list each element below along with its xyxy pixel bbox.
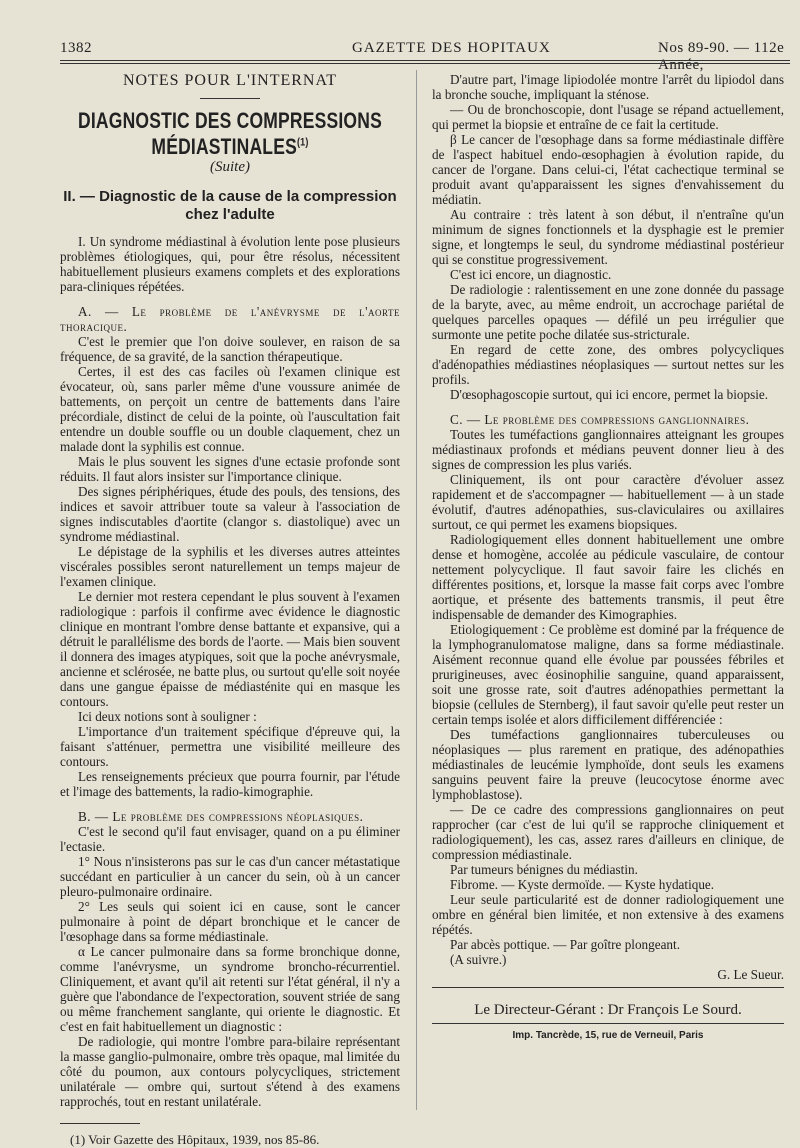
- paragraph: Par abcès pottique. — Par goître plongeant.: [450, 937, 680, 952]
- paragraph: En regard de cette zone, des ombres polycycliques d'adénopathies médiastines néoplasiques — surtout nettes sur les profils.: [432, 342, 784, 387]
- director-rule: [432, 987, 784, 988]
- paragraph: Fibrome. — Kyste dermoïde. — Kyste hydatique.: [450, 877, 715, 892]
- section-subtitle: [60, 188, 400, 224]
- paragraph: L'importance d'un traitement spécifique d'épreuve qui, la faisant s'atténuer, permettra une visibilité meilleure des contours.: [60, 724, 400, 769]
- header-rule-2: [60, 63, 790, 64]
- issue-label: Nos 89-90. — 112e Année,: [658, 40, 785, 73]
- title-footnote-mark: (1): [296, 135, 309, 148]
- article-title: [60, 108, 400, 161]
- paragraph: Etiologiquement : Ce problème est dominé par la fréquence de la lymphogranulomatose maligne, dans sa forme médiastinale. Aisément reconnue quand elle évolue par poussées fébriles et prurigineuses, avec éosinophilie sanguine, quand apparaissent, soit une grosse rate, soit d'autres adénopathies permettant la biopsie (cellules de Sternberg), il faut savoir qu'elle peut rester un certain temps isolée et alors difficilement différenciée :: [432, 622, 784, 727]
- paragraph: Leur seule particularité est de donner radiologiquement une ombre en général bien limitée, et non extensive à des examens répétés.: [432, 892, 784, 937]
- footnote-rule: [60, 1123, 140, 1124]
- paragraph: β Le cancer de l'œsophage dans sa forme médiastinale diffère de l'aspect habituel endo-œsophagien à évolution rapide, du cancer de l'organe. Dans celui-ci, l'état cachectique terminal se produit avant qu'apparaissent les signes d'envahissement du médiatin.: [432, 132, 784, 207]
- paragraph: Des tuméfactions ganglionnaires tuberculeuses ou néoplasiques — plus rarement en pratique, des adénopathies médiastinales de leucémie lymphoïde, dont seuls les examens sanguins peuvent faire la preuve (leucocytose énorme avec lymphoblastose).: [432, 727, 784, 802]
- paragraph: De radiologie : ralentissement en une zone donnée du passage de la baryte, avec, au même endroit, un accrochage pariétal de quelques parcelles opaques — défilé un peu irrégulier que surmonte une petite poche dilatée sus-stricturale.: [432, 282, 784, 342]
- section-heading-a: A. — Le problème de l'anévrysme de l'aorte thoracique.: [60, 304, 400, 334]
- subtitle-line-1: II. — Diagnostic de la cause de la compression: [63, 188, 397, 205]
- director-line: Le Directeur-Gérant : Dr François Le Sourd.: [474, 1002, 742, 1018]
- paragraph: Les renseignements précieux que pourra fournir, par l'étude et l'image des battements, la radio-kimographie.: [60, 769, 400, 799]
- author-signature: G. Le Sueur.: [717, 967, 784, 982]
- paragraph: 1° Nous n'insisterons pas sur le cas d'un cancer métastatique succédant en particulier à un cancer du sein, où à un cancer pleuro-pulmonaire ordinaire.: [60, 854, 400, 899]
- paragraph: Certes, il est des cas faciles où l'examen clinique est évocateur, où, sans parler même d'une voussure animée de battements, on perçoit un centre de battements dans l'aire précordiale, distinct de celui de la pointe, où l'auscultation fait entendre un double souffle ou un double claquement, chez un malade dont la syphilis est connue.: [60, 364, 400, 454]
- paragraph: C'est le premier que l'on doive soulever, en raison de sa fréquence, de sa gravité, de la sanction thérapeutique.: [60, 334, 400, 364]
- imprint-line: Imp. Tancrède, 15, rue de Verneuil, Paris: [512, 1030, 704, 1041]
- page-header: [60, 38, 790, 73]
- paragraph: Cliniquement, ils ont pour caractère d'évoluer assez rapidement et de s'accompagner — habituellement — à un stade évolutif, d'autres adénopathies, sus-claviculaires ou axillaires surtout, ce qui permet les examens biopsiques.: [432, 472, 784, 532]
- article-title-text: DIAGNOSTIC DES COMPRESSIONS MÉDIASTINALES: [78, 107, 382, 159]
- paragraph: Mais le plus souvent les signes d'une ectasie profonde sont réduits. Il faut alors insister sur l'importance clinique.: [60, 454, 400, 484]
- paragraph: Par tumeurs bénignes du médiastin.: [450, 862, 638, 877]
- paragraph: α Le cancer pulmonaire dans sa forme bronchique donne, comme l'anévrysme, un syndrome broncho-récurrentiel. Cliniquement, et avant qu'il ait retenti sur l'état général, il n'y a guère que l'abondance de l'expectoration, souvent striée de sang ou même franchement sanglante, qui oriente le diagnostic. Et c'est en fait habituellement un diagnostic :: [60, 944, 400, 1034]
- paragraph: Radiologiquement elles donnent habituellement une ombre dense et homogène, accolée au pédicule vasculaire, de contour nettement polycyclique. Il faut savoir faire les clichés en différentes positions, et, lorsque la masse fait corps avec l'ombre aortique, et présente des battements transmis, il peut être indispensable de demander des Kimographies.: [432, 532, 784, 622]
- section-heading-b: B. — Le problème des compressions néoplasiques.: [78, 809, 364, 824]
- paragraph: Le dépistage de la syphilis et les diverses autres atteintes viscérales possibles seront naturellement un temps majeur de l'examen clinique.: [60, 544, 400, 589]
- paragraph: Le dernier mot restera cependant le plus souvent à l'examen radiologique : parfois il confirme avec évidence le diagnostic clinique en montrant l'ombre dense battante et expansive, qui a détruit le parallélisme des bords de l'aorte. — Mais bien souvent il donnera des images atypiques, soit que la poche anévrysmale, ancienne et sclérosée, ne batte plus, ou surtout qu'elle soit noyée dans une gangue épaisse de médiasténite qui en masque les contours.: [60, 589, 400, 709]
- column-divider: [416, 70, 417, 1110]
- footnote: (1) Voir Gazette des Hôpitaux, 1939, nos 85-86.: [70, 1132, 320, 1147]
- paragraph: D'œsophagoscopie surtout, qui ici encore, permet la biopsie.: [450, 387, 769, 402]
- director-rule-2: [432, 1023, 784, 1024]
- paragraph: Toutes les tuméfactions ganglionnaires atteignant les groupes médiastinaux profonds et médians peuvent donner lieu à des signes de compression les plus variés.: [432, 427, 784, 472]
- rubric-rule: [200, 98, 260, 99]
- paragraph: — De ce cadre des compressions ganglionnaires on peut rapprocher (car c'est de lui qu'il se rapproche cliniquement et radiologiquement), les cas, assez rares d'ailleurs en clinique, de compression médiastinale.: [432, 802, 784, 862]
- paragraph: D'autre part, l'image lipiodolée montre l'arrêt du lipiodol dans la bronche souche, impliquant la sténose.: [432, 72, 784, 102]
- paragraph: C'est le second qu'il faut envisager, quand on a pu éliminer l'ectasie.: [60, 824, 400, 854]
- page-number: 1382: [60, 40, 92, 56]
- paragraph: C'est ici encore, un diagnostic.: [450, 267, 612, 282]
- header-rule: [60, 60, 790, 61]
- left-column: [60, 72, 400, 1147]
- subtitle-line-2: chez l'adulte: [185, 206, 275, 223]
- paragraph: Des signes périphériques, étude des pouls, des tensions, des indices et savoir attribuer toute sa valeur à l'association de signes indiscutables d'aortite (clangor s. diastolique) avec un syndrome médiastinal.: [60, 484, 400, 544]
- paragraph: Ici deux notions sont à souligner :: [78, 709, 257, 724]
- right-column: [432, 72, 784, 1041]
- section-heading-c: C. — Le problème des compressions ganglionnaires.: [450, 412, 750, 427]
- paragraph: 2° Les seuls qui soient ici en cause, sont le cancer pulmonaire à point de départ bronchique et le cancer de l'œsophage dans sa forme médiastinale.: [60, 899, 400, 944]
- paragraph: I. Un syndrome médiastinal à évolution lente pose plusieurs problèmes étiologiques, qui, pour être résolus, nécessitent habituellement plusieurs examens complets et des explorations para-cliniques répétées.: [60, 234, 400, 294]
- suite-label: (Suite): [210, 159, 250, 175]
- paragraph: — Ou de bronchoscopie, dont l'usage se répand actuellement, qui permet la biopsie et entraîne de ce fait la certitude.: [432, 102, 784, 132]
- paragraph: De radiologie, qui montre l'ombre para-bilaire représentant la masse ganglio-pulmonaire, ombre très opaque, mal limitée du côté du poumon, aux contours polycycliques, strictement unilatérale — ombre qui, surtout s'étend à des examens rapprochés, tout en restant unilatérale.: [60, 1034, 400, 1109]
- journal-title: GAZETTE DES HOPITAUX: [352, 40, 551, 56]
- paragraph: (A suivre.): [450, 952, 507, 967]
- paragraph: Au contraire : très latent à son début, il n'entraîne qu'un minimum de signes fonctionnels et la dysphagie est le premier signe, et longtemps le seul, du syndrome médiastinal postérieur qui se constitue progressivement.: [432, 207, 784, 267]
- rubric-title: NOTES POUR L'INTERNAT: [122, 72, 338, 89]
